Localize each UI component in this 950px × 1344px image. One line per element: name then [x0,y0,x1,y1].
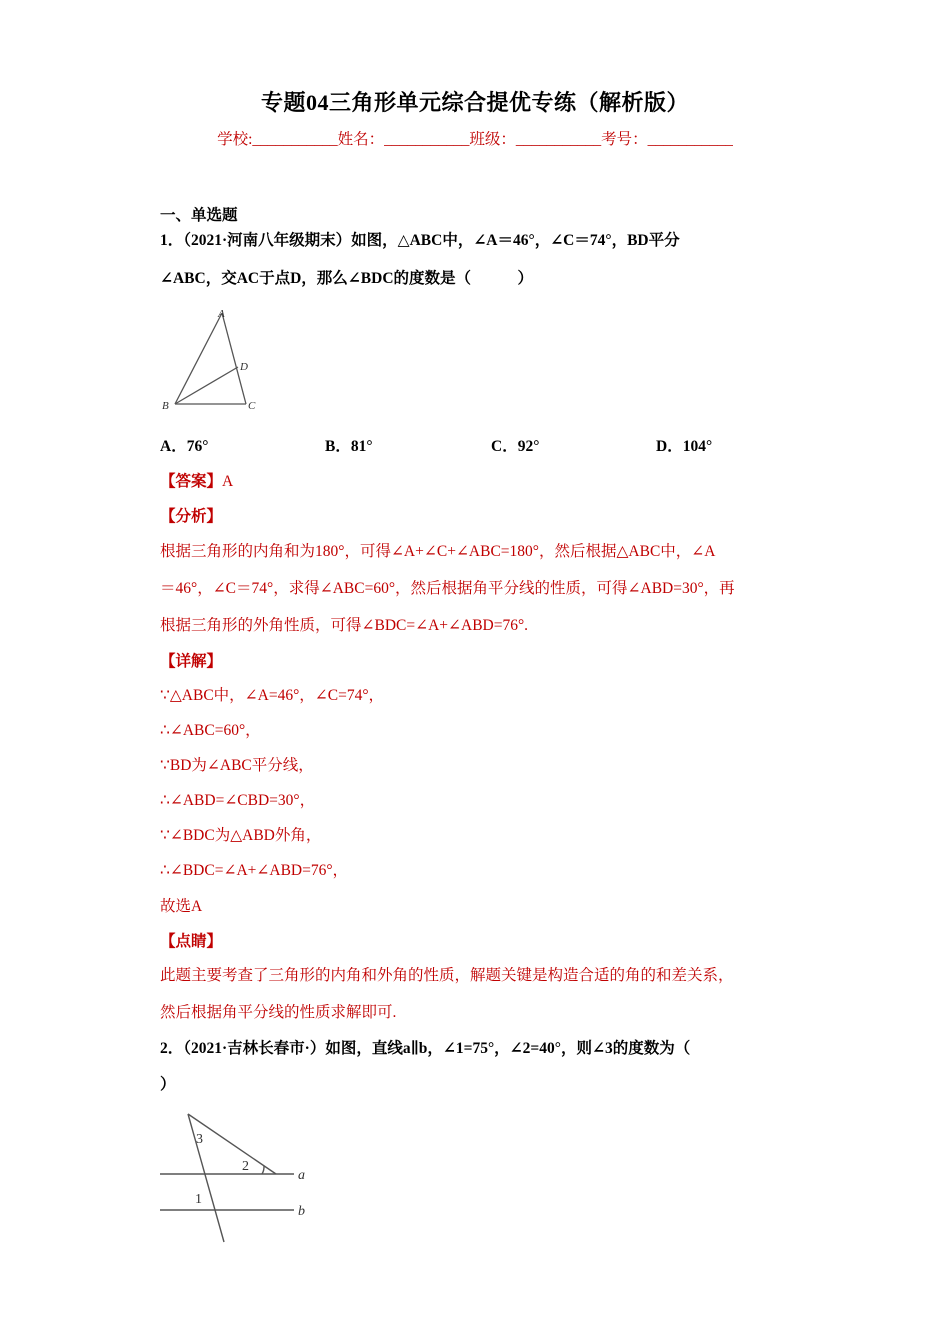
comment-line: 此题主要考查了三角形的内角和外角的性质，解题关键是构造合适的角的和差关系， [160,967,734,984]
student-info-line: 学校:___________姓名：___________班级：___________考号：___________ [217,131,733,148]
detail-line: ∵BD为∠ABC平分线， [160,757,314,774]
analysis-line: 根据三角形的外角性质，可得∠BDC=∠A+∠ABD=76°. [160,617,529,634]
analysis-line: 根据三角形的内角和为180°，可得∠A+∠C+∠ABC=180°，然后根据△ABC中，∠A [160,543,716,560]
detail-line: 故选A [160,898,203,915]
angle-2-arc [262,1166,264,1174]
analysis-line: ＝46°，∠C＝74°，求得∠ABC=60°，然后根据角平分线的性质，可得∠ABD=30°，再 [160,580,735,597]
detail-line: ∴∠ABC=60°， [160,722,261,739]
label-angle-2: 2 [242,1159,249,1174]
q1-option-a: A．76° [160,438,209,455]
detail-line: ∴∠ABD=∠CBD=30°， [160,792,316,809]
detail-line: ∵∠BDC为△ABD外角， [160,827,322,844]
q2-stem-line1: 2．（2021·吉林长春市·）如图，直线a∥b，∠1=75°，∠2=40°，则∠3的度数为（ [160,1040,691,1057]
q1-stem-line2: ∠ABC，交AC于点D，那么∠BDC的度数是（ ） [160,270,534,287]
analysis-tag: 【分析】 [160,508,223,525]
q2-parallel-lines-figure [158,1110,318,1244]
q1-answer [160,469,233,491]
label-line-b: b [298,1204,305,1219]
label-angle-3: 3 [196,1132,203,1147]
q1-triangle-figure [158,303,278,415]
label-d: D [240,361,248,373]
q1-option-d: D．104° [656,438,713,455]
answer-tag: 【答案】 [160,473,223,490]
side-ac [222,313,246,404]
answer-value: A [222,473,234,490]
label-line-a: a [298,1168,305,1183]
q2-stem-line2: ） [160,1076,176,1093]
q1-option-b: B．81° [325,438,373,455]
label-b: B [162,400,169,412]
label-angle-1: 1 [195,1192,202,1207]
q1-option-c: C．92° [491,438,540,455]
detail-line: ∵△ABC中，∠A=46°，∠C=74°， [160,687,385,704]
q1-stem-line1: 1．（2021·河南八年级期末）如图，△ABC中，∠A＝46°，∠C＝74°，BD平分 [160,232,680,249]
detail-tag: 【详解】 [160,653,223,670]
page-title: 专题04三角形单元综合提优专练（解析版） [260,90,689,115]
label-a: A [218,308,225,320]
comment-line: 然后根据角平分线的性质求解即可. [160,1004,397,1021]
comment-tag: 【点睛】 [160,933,223,950]
section-heading: 一、单选题 [160,207,238,224]
label-c: C [248,400,256,412]
detail-line: ∴∠BDC=∠A+∠ABD=76°， [160,862,349,879]
transversal-lower [188,1114,224,1242]
